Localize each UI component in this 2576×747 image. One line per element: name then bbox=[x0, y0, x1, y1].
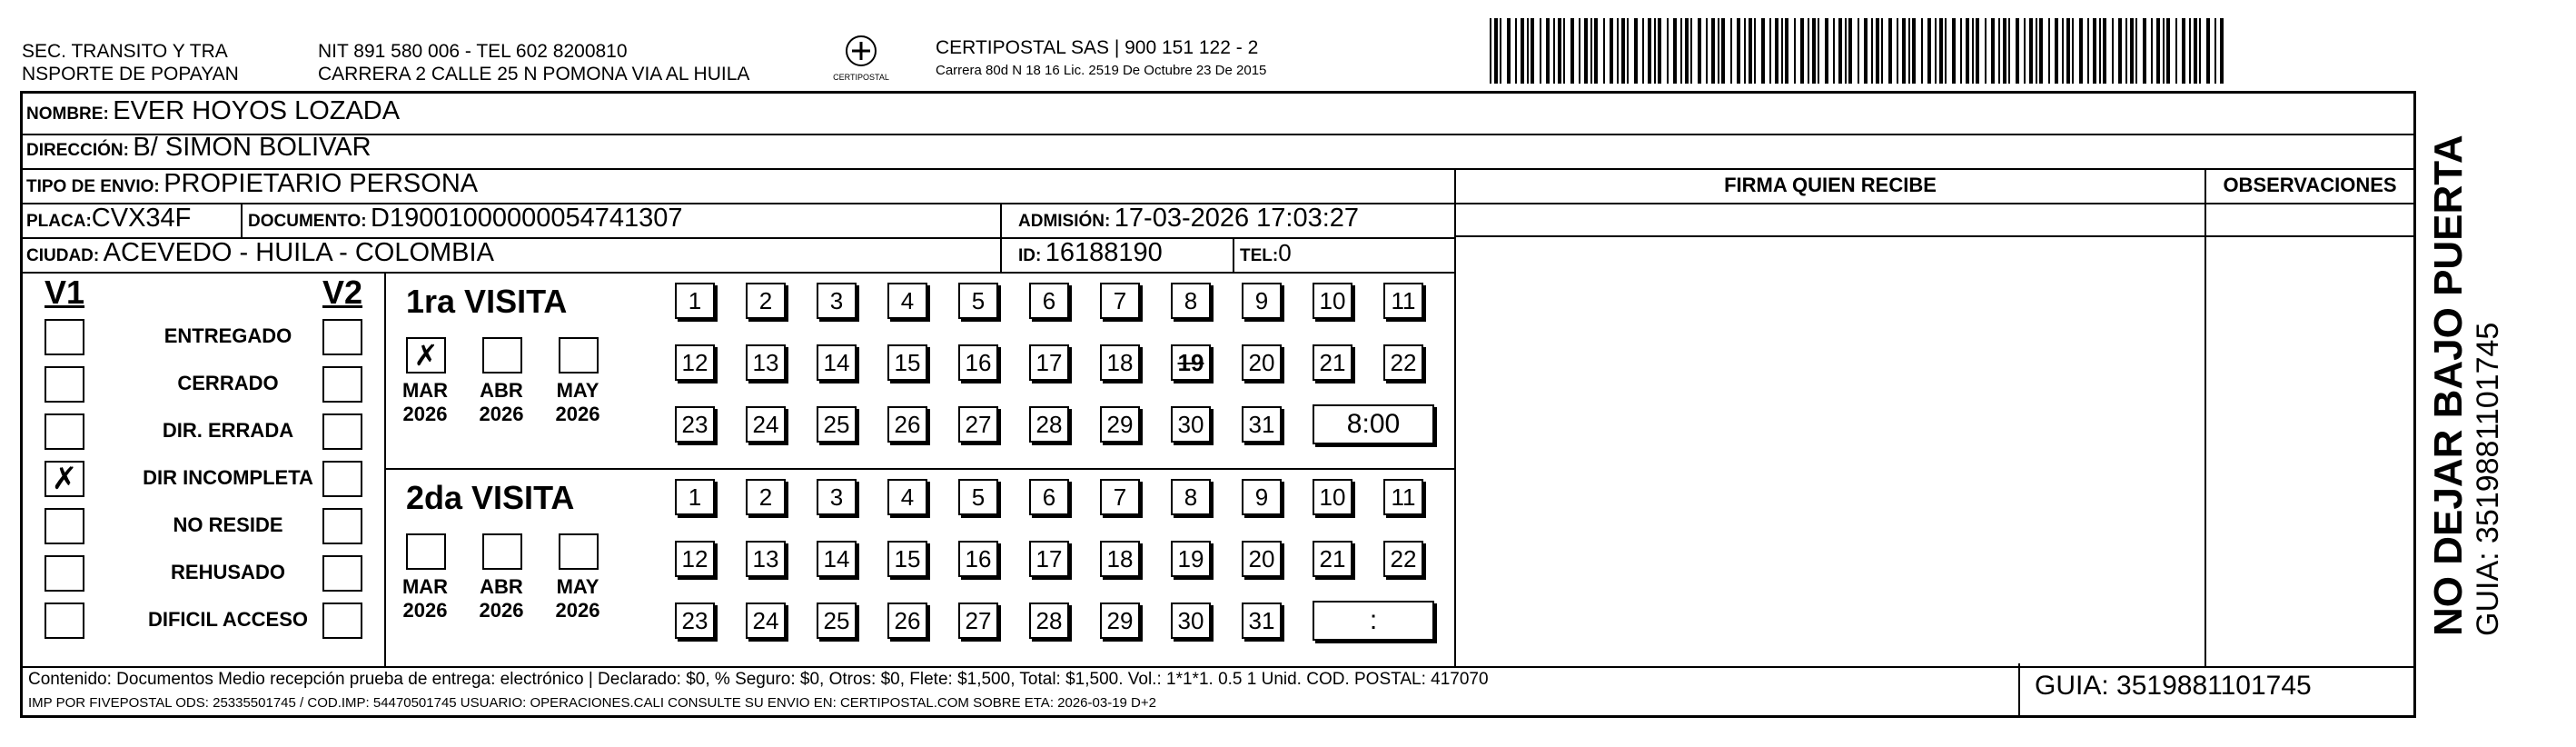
day-box[interactable]: 11 bbox=[1383, 479, 1423, 515]
barcode-bar bbox=[1838, 18, 1842, 84]
barcode-bar bbox=[1531, 18, 1534, 84]
day-box[interactable]: 25 bbox=[817, 406, 857, 443]
name-value: EVER HOYOS LOZADA bbox=[113, 96, 401, 125]
month-year: 2026 bbox=[479, 403, 524, 425]
day-box[interactable]: 17 bbox=[1029, 541, 1069, 577]
barcode bbox=[1490, 18, 2234, 89]
city-value: ACEVEDO - HUILA - COLOMBIA bbox=[103, 238, 494, 267]
city-label: CIUDAD: bbox=[26, 246, 100, 265]
day-box[interactable]: 20 bbox=[1242, 541, 1282, 577]
signature-header: FIRMA QUIEN RECIBE bbox=[1724, 174, 1937, 196]
day-box[interactable]: 22 bbox=[1383, 344, 1423, 381]
v1-checkbox[interactable] bbox=[45, 413, 84, 450]
barcode-bar bbox=[1610, 18, 1613, 84]
barcode-bar bbox=[1864, 18, 1868, 84]
day-box[interactable]: 3 bbox=[817, 479, 857, 515]
day-box[interactable]: 1 bbox=[675, 479, 715, 515]
barcode-bar bbox=[1794, 18, 1796, 84]
day-box[interactable]: 15 bbox=[887, 344, 927, 381]
tel-label: TEL: bbox=[1240, 246, 1279, 265]
side-notice: NO DEJAR BAJO PUERTA bbox=[2426, 134, 2471, 636]
barcode-bar bbox=[1730, 18, 1732, 84]
barcode-bar bbox=[1627, 18, 1629, 84]
status-option-label: DIR INCOMPLETA bbox=[143, 466, 313, 489]
barcode-bar bbox=[1775, 18, 1778, 84]
day-box[interactable]: 27 bbox=[958, 603, 998, 639]
courier-info bbox=[936, 36, 1266, 82]
day-box[interactable]: 4 bbox=[887, 479, 927, 515]
courier-line: CERTIPOSTAL SAS | 900 151 122 - 2 bbox=[936, 37, 1259, 58]
barcode-bar bbox=[2182, 18, 2185, 84]
status-option-label: CERRADO bbox=[177, 372, 279, 394]
status-option-label: REHUSADO bbox=[171, 561, 285, 583]
visit1-title: 1ra VISITA bbox=[406, 283, 568, 320]
barcode-bar bbox=[1945, 18, 1947, 84]
month-checkbox[interactable] bbox=[406, 533, 446, 570]
month-label bbox=[393, 575, 457, 622]
barcode-bar bbox=[2024, 18, 2026, 84]
barcode-bar bbox=[2079, 18, 2083, 84]
day-box[interactable]: 22 bbox=[1383, 541, 1423, 577]
barcode-bar bbox=[1972, 18, 1974, 84]
barcode-bar bbox=[1500, 18, 1501, 84]
v1-checkbox[interactable] bbox=[45, 508, 84, 544]
day-box[interactable]: 28 bbox=[1029, 406, 1069, 443]
barcode-bar bbox=[1617, 18, 1619, 84]
day-box[interactable]: 31 bbox=[1242, 406, 1282, 443]
day-box[interactable]: 2 bbox=[746, 479, 786, 515]
month-name: MAR bbox=[401, 575, 449, 598]
day-box[interactable]: 9 bbox=[1242, 479, 1282, 515]
barcode-bar bbox=[1603, 18, 1605, 84]
status-option-label: DIFICIL ACCESO bbox=[147, 608, 308, 631]
barcode-bar bbox=[1935, 18, 1937, 84]
barcode-bar bbox=[1761, 18, 1765, 84]
day-box[interactable]: 30 bbox=[1171, 603, 1211, 639]
barcode-bar bbox=[2206, 18, 2210, 84]
day-box[interactable]: 4 bbox=[887, 283, 927, 319]
day-box[interactable]: 2 bbox=[746, 283, 786, 319]
address-value: B/ SIMON BOLIVAR bbox=[133, 133, 372, 162]
v2-checkbox[interactable] bbox=[322, 603, 362, 639]
day-box[interactable]: 31 bbox=[1242, 603, 1282, 639]
v1-checkbox[interactable]: ✗ bbox=[45, 461, 84, 497]
v2-checkbox[interactable] bbox=[322, 508, 362, 544]
id-value: 16188190 bbox=[1045, 238, 1163, 267]
barcode-bar bbox=[2093, 18, 2096, 84]
day-box[interactable]: 3 bbox=[817, 283, 857, 319]
month-year: 2026 bbox=[402, 403, 448, 425]
barcode-bar bbox=[2220, 18, 2224, 84]
month-year: 2026 bbox=[402, 599, 448, 622]
day-box[interactable]: 12 bbox=[675, 541, 715, 577]
day-box[interactable]: 25 bbox=[817, 603, 857, 639]
barcode-bar bbox=[1881, 18, 1883, 84]
address-line: CARRERA 2 CALLE 25 N POMONA VIA AL HUILA bbox=[318, 64, 750, 85]
barcode-bar bbox=[1590, 18, 1592, 84]
barcode-bar bbox=[1711, 18, 1715, 84]
tel-field bbox=[1240, 237, 1292, 273]
org-name bbox=[22, 40, 239, 85]
barcode-bar bbox=[1527, 18, 1529, 84]
day-box[interactable]: 18 bbox=[1100, 344, 1140, 381]
month-year: 2026 bbox=[555, 599, 600, 622]
barcode-bar bbox=[2066, 18, 2070, 84]
barcode-bar bbox=[1921, 18, 1923, 84]
barcode-bar bbox=[2062, 18, 2064, 84]
id-label: ID: bbox=[1018, 246, 1042, 265]
v2-checkbox[interactable] bbox=[322, 319, 362, 355]
day-box[interactable]: 19 bbox=[1171, 344, 1211, 381]
day-box[interactable]: 15 bbox=[887, 541, 927, 577]
barcode-bar bbox=[2199, 18, 2201, 84]
document-value: D19001000000054741307 bbox=[371, 204, 683, 233]
v2-checkbox[interactable] bbox=[322, 555, 362, 592]
day-box[interactable]: 27 bbox=[958, 406, 998, 443]
month-checkbox[interactable] bbox=[559, 337, 599, 374]
footer-guia: GUIA: 3519881101745 bbox=[2035, 671, 2312, 701]
address-label: DIRECCIÓN: bbox=[26, 141, 129, 160]
barcode-bar bbox=[1594, 18, 1598, 84]
day-box[interactable]: 21 bbox=[1313, 344, 1352, 381]
barcode-bar bbox=[2016, 18, 2019, 84]
name-label: NOMBRE: bbox=[26, 105, 109, 124]
barcode-bar bbox=[2112, 18, 2114, 84]
signature-area[interactable] bbox=[1458, 237, 2203, 664]
day-box[interactable]: 5 bbox=[958, 283, 998, 319]
barcode-bar bbox=[1818, 18, 1819, 84]
barcode-bar bbox=[2156, 18, 2160, 84]
day-box[interactable]: 13 bbox=[746, 541, 786, 577]
logo-text: CERTIPOSTAL bbox=[833, 73, 889, 82]
day-box[interactable]: 24 bbox=[746, 603, 786, 639]
day-box[interactable]: 24 bbox=[746, 406, 786, 443]
day-box[interactable]: 7 bbox=[1100, 479, 1140, 515]
month-name: ABR bbox=[480, 575, 523, 598]
v1-checkbox[interactable] bbox=[45, 319, 84, 355]
barcode-bar bbox=[1494, 18, 1498, 84]
contents-line: Contenido: Documentos Medio recepción prueba de entrega: electrónico | Declarado: $0, % Seguro: $0, Otros: $0, Flete: $1,500, Total: $1,500. Vol.: 1*1*1. 0.5 1 Unid. COD. POSTAL: 417070 bbox=[28, 670, 1489, 689]
barcode-bar bbox=[1952, 18, 1956, 84]
day-box[interactable]: 16 bbox=[958, 541, 998, 577]
v2-header: V2 bbox=[322, 274, 363, 311]
month-year: 2026 bbox=[555, 403, 600, 425]
day-box[interactable]: 20 bbox=[1242, 344, 1282, 381]
status-option-label: ENTREGADO bbox=[163, 324, 292, 347]
city-field bbox=[26, 237, 494, 273]
barcode-bar bbox=[1546, 18, 1550, 84]
name-field bbox=[26, 95, 400, 131]
org-line-2: NSPORTE DE POPAYAN bbox=[22, 64, 239, 85]
barcode-bar bbox=[2163, 18, 2165, 84]
license-line: Carrera 80d N 18 16 Lic. 2519 De Octubre 23 De 2015 bbox=[936, 63, 1267, 78]
plate-value: CVX34F bbox=[91, 204, 192, 233]
barcode-bar bbox=[1902, 18, 1906, 84]
month-label bbox=[546, 575, 609, 622]
barcode-bar bbox=[2103, 18, 2106, 84]
org-contact bbox=[318, 40, 749, 85]
day-box[interactable]: 9 bbox=[1242, 283, 1282, 319]
barcode-bar bbox=[1579, 18, 1580, 84]
barcode-bar bbox=[1680, 18, 1682, 84]
barcode-bar bbox=[1912, 18, 1916, 84]
barcode-bar bbox=[1744, 18, 1746, 84]
barcode-bar bbox=[2189, 18, 2191, 84]
observations-area[interactable] bbox=[2208, 237, 2412, 664]
barcode-bar bbox=[1888, 18, 1892, 84]
barcode-bar bbox=[1648, 18, 1651, 84]
v2-checkbox[interactable] bbox=[322, 413, 362, 450]
day-box[interactable]: 10 bbox=[1313, 479, 1352, 515]
month-year: 2026 bbox=[479, 599, 524, 622]
barcode-bar bbox=[1698, 18, 1701, 84]
time-box[interactable]: 8:00 bbox=[1313, 404, 1434, 444]
barcode-bar bbox=[1808, 18, 1809, 84]
barcode-bar bbox=[1754, 18, 1756, 84]
barcode-bar bbox=[1570, 18, 1574, 84]
day-box[interactable]: 6 bbox=[1029, 283, 1069, 319]
day-box[interactable]: 17 bbox=[1029, 344, 1069, 381]
barcode-bar bbox=[2055, 18, 2058, 84]
barcode-bar bbox=[1749, 18, 1752, 84]
month-checkbox[interactable] bbox=[559, 533, 599, 570]
month-checkbox[interactable]: ✗ bbox=[406, 337, 446, 374]
month-label bbox=[393, 379, 457, 426]
day-box[interactable]: 28 bbox=[1029, 603, 1069, 639]
day-box[interactable]: 14 bbox=[817, 344, 857, 381]
side-notice-block bbox=[2427, 134, 2505, 636]
day-box[interactable]: 21 bbox=[1313, 541, 1352, 577]
type-field bbox=[26, 168, 478, 204]
barcode-bar bbox=[1658, 18, 1661, 84]
barcode-bar bbox=[1769, 18, 1771, 84]
address-field bbox=[26, 132, 372, 167]
day-box[interactable]: 23 bbox=[675, 406, 715, 443]
time-box[interactable]: : bbox=[1313, 601, 1434, 641]
visit2-title: 2da VISITA bbox=[406, 479, 575, 516]
barcode-bar bbox=[1897, 18, 1898, 84]
barcode-bar bbox=[1507, 18, 1511, 84]
status-option-label: DIR. ERRADA bbox=[162, 419, 294, 442]
month-label bbox=[470, 379, 533, 426]
month-name: ABR bbox=[480, 379, 523, 402]
observations-header: OBSERVACIONES bbox=[2223, 174, 2397, 196]
barcode-bar bbox=[1515, 18, 1517, 84]
barcode-bar bbox=[1845, 18, 1847, 84]
v2-checkbox[interactable] bbox=[322, 366, 362, 403]
barcode-bar bbox=[1558, 18, 1561, 84]
day-box[interactable]: 26 bbox=[887, 603, 927, 639]
barcode-bar bbox=[2048, 18, 2050, 84]
day-box[interactable]: 18 bbox=[1100, 541, 1140, 577]
barcode-bar bbox=[2166, 18, 2170, 84]
barcode-bar bbox=[2008, 18, 2010, 84]
barcode-bar bbox=[1825, 18, 1828, 84]
barcode-bar bbox=[1998, 18, 2000, 84]
side-guia: GUIA: 3519881101745 bbox=[2471, 322, 2505, 636]
barcode-bar bbox=[2118, 18, 2122, 84]
barcode-bar bbox=[1718, 18, 1719, 84]
day-box[interactable]: 5 bbox=[958, 479, 998, 515]
barcode-bar bbox=[2143, 18, 2146, 84]
barcode-bar bbox=[1871, 18, 1873, 84]
barcode-bar bbox=[1706, 18, 1708, 84]
barcode-bar bbox=[2130, 18, 2134, 84]
barcode-bar bbox=[1785, 18, 1788, 84]
barcode-bar bbox=[2214, 18, 2216, 84]
barcode-bar bbox=[1490, 18, 1491, 84]
barcode-bar bbox=[2036, 18, 2037, 84]
admission-field bbox=[1018, 203, 1359, 238]
v1-checkbox[interactable] bbox=[45, 603, 84, 639]
barcode-bar bbox=[1939, 18, 1943, 84]
month-label bbox=[470, 575, 533, 622]
barcode-bar bbox=[1833, 18, 1835, 84]
status-option-label: NO RESIDE bbox=[173, 513, 283, 536]
day-box[interactable]: 7 bbox=[1100, 283, 1140, 319]
barcode-bar bbox=[2039, 18, 2043, 84]
day-box[interactable]: 6 bbox=[1029, 479, 1069, 515]
day-box[interactable]: 29 bbox=[1100, 406, 1140, 443]
barcode-bar bbox=[2194, 18, 2197, 84]
type-value: PROPIETARIO PERSONA bbox=[163, 169, 479, 198]
org-line-1: SEC. TRANSITO Y TRA bbox=[22, 41, 228, 62]
month-checkbox[interactable] bbox=[482, 337, 522, 374]
barcode-bar bbox=[2125, 18, 2127, 84]
plate-label: PLACA: bbox=[26, 212, 92, 231]
barcode-bar bbox=[1673, 18, 1677, 84]
barcode-bar bbox=[1690, 18, 1692, 84]
v1-checkbox[interactable] bbox=[45, 555, 84, 592]
barcode-bar bbox=[1721, 18, 1725, 84]
month-name: MAY bbox=[556, 575, 599, 598]
month-checkbox[interactable] bbox=[482, 533, 522, 570]
barcode-bar bbox=[1976, 18, 1979, 84]
barcode-bar bbox=[1781, 18, 1783, 84]
day-box[interactable]: 1 bbox=[675, 283, 715, 319]
day-box[interactable]: 11 bbox=[1383, 283, 1423, 319]
day-box[interactable]: 10 bbox=[1313, 283, 1352, 319]
nit-line: NIT 891 580 006 - TEL 602 8200810 bbox=[318, 41, 628, 62]
admission-label: ADMISIÓN: bbox=[1018, 212, 1111, 231]
day-box[interactable]: 12 bbox=[675, 344, 715, 381]
barcode-bar bbox=[1991, 18, 1995, 84]
barcode-bar bbox=[1966, 18, 1969, 84]
barcode-bar bbox=[1654, 18, 1656, 84]
day-box[interactable]: 23 bbox=[675, 603, 715, 639]
barcode-bar bbox=[1812, 18, 1816, 84]
v1-checkbox[interactable] bbox=[45, 366, 84, 403]
barcode-bar bbox=[1540, 18, 1541, 84]
document-field bbox=[248, 203, 683, 238]
day-box[interactable]: 30 bbox=[1171, 406, 1211, 443]
day-box[interactable]: 16 bbox=[958, 344, 998, 381]
barcode-bar bbox=[1927, 18, 1931, 84]
day-box[interactable]: 13 bbox=[746, 344, 786, 381]
barcode-bar bbox=[1737, 18, 1740, 84]
barcode-bar bbox=[1563, 18, 1565, 84]
barcode-bar bbox=[1621, 18, 1625, 84]
print-info-line: IMP POR FIVEPOSTAL ODS: 25335501745 / COD.IMP: 54470501745 USUARIO: OPERACIONES.CALI CONSULTE SU ENVIO EN: CERTIPOSTAL.COM SOBRE ETA: 2026-03-19 D+2 bbox=[28, 695, 1156, 711]
barcode-bar bbox=[2003, 18, 2006, 84]
barcode-bar bbox=[1960, 18, 1962, 84]
barcode-bar bbox=[2087, 18, 2089, 84]
barcode-bar bbox=[1848, 18, 1852, 84]
day-box[interactable]: 14 bbox=[817, 541, 857, 577]
barcode-bar bbox=[1667, 18, 1669, 84]
v1-header: V1 bbox=[45, 274, 85, 311]
day-box[interactable]: 19 bbox=[1171, 541, 1211, 577]
barcode-bar bbox=[1553, 18, 1555, 84]
barcode-bar bbox=[1858, 18, 1859, 84]
tel-value: 0 bbox=[1278, 239, 1292, 266]
day-box[interactable]: 8 bbox=[1171, 479, 1211, 515]
barcode-bar bbox=[1642, 18, 1644, 84]
admission-value: 17-03-2026 17:03:27 bbox=[1114, 204, 1360, 233]
type-label: TIPO DE ENVIO: bbox=[26, 177, 160, 196]
barcode-bar bbox=[2175, 18, 2177, 84]
barcode-bar bbox=[1685, 18, 1689, 84]
barcode-bar bbox=[1908, 18, 1910, 84]
barcode-bar bbox=[1876, 18, 1879, 84]
barcode-bar bbox=[2029, 18, 2033, 84]
document-label: DOCUMENTO: bbox=[248, 212, 367, 231]
delivery-form bbox=[20, 91, 2416, 718]
day-box[interactable]: 26 bbox=[887, 406, 927, 443]
month-label bbox=[546, 379, 609, 426]
barcode-bar bbox=[1800, 18, 1804, 84]
day-box[interactable]: 29 bbox=[1100, 603, 1140, 639]
v2-checkbox[interactable] bbox=[322, 461, 362, 497]
day-box[interactable]: 8 bbox=[1171, 283, 1211, 319]
barcode-bar bbox=[2135, 18, 2137, 84]
barcode-bar bbox=[2099, 18, 2101, 84]
certipostal-logo bbox=[828, 33, 894, 85]
barcode-bar bbox=[1634, 18, 1638, 84]
barcode-bar bbox=[2072, 18, 2074, 84]
barcode-bar bbox=[1985, 18, 1986, 84]
month-name: MAY bbox=[556, 379, 599, 402]
barcode-bar bbox=[2151, 18, 2153, 84]
plate-field bbox=[26, 203, 191, 238]
barcode-bar bbox=[1584, 18, 1588, 84]
month-name: MAR bbox=[401, 379, 449, 402]
barcode-bar bbox=[1521, 18, 1524, 84]
id-field bbox=[1018, 237, 1163, 273]
